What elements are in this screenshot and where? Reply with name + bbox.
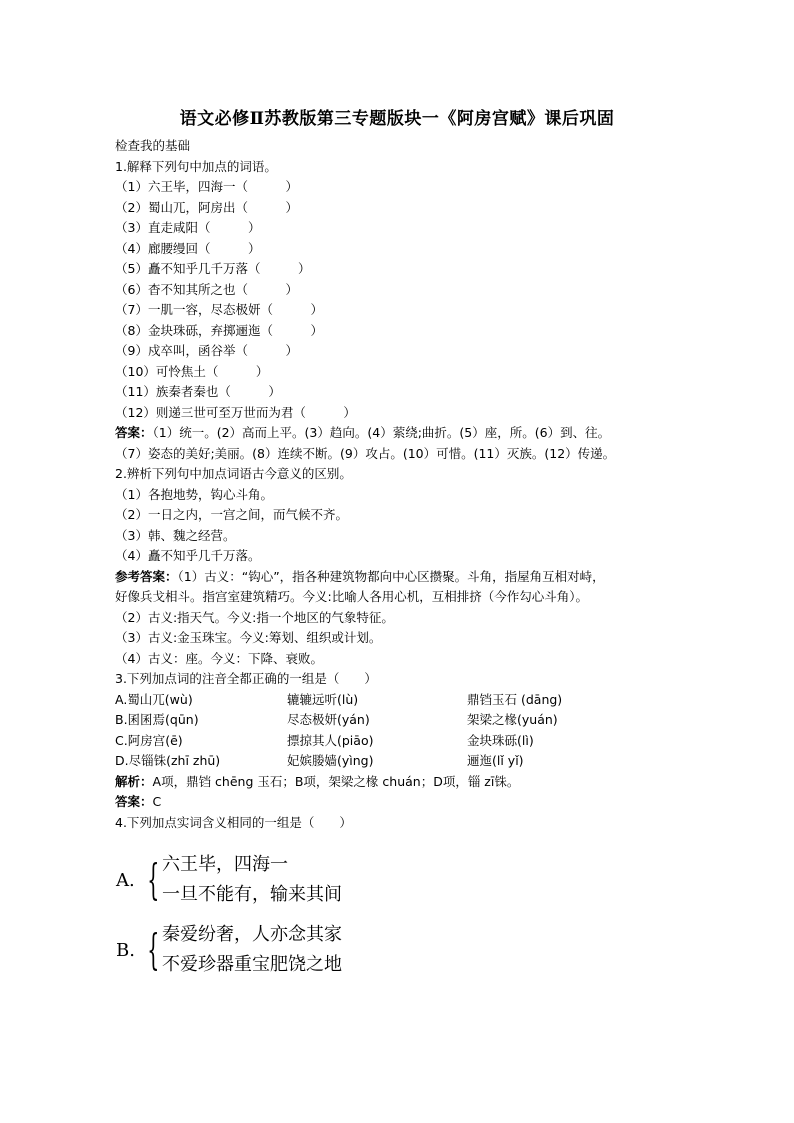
option-line: 六王毕，四海一 xyxy=(162,854,288,875)
q1-item: （10）可怜焦土（ ） xyxy=(115,363,269,379)
q3-cell: 金块珠砾(lì) xyxy=(467,732,534,748)
answer-text: （1）古义：“钩心”，指各种建筑物都向中心区攒聚。斗角，指屋角互相对峙， xyxy=(177,568,605,584)
q1-item: （1）六王毕，四海一（ ） xyxy=(115,179,298,194)
q2-answer-cont: （4）古义：座。今义：下降、衰败。 xyxy=(115,650,323,666)
q3-cell: D.尽锱铢(zhī zhū) xyxy=(115,753,221,768)
option-line: 一旦不能有，输来其间 xyxy=(162,884,342,905)
option-line: 秦爱纷奢，人亦念其家 xyxy=(162,924,342,945)
section-heading: 检查我的基础 xyxy=(115,138,191,153)
option-letter: B. xyxy=(116,939,135,961)
option-line: 不爱珍器重宝肥饶之地 xyxy=(162,954,342,975)
answer-label: 答案： xyxy=(115,425,153,440)
option-lines xyxy=(162,850,342,910)
q1-item: （4）廊腰缦回（ ） xyxy=(115,240,261,256)
q3-analysis xyxy=(115,772,685,793)
q2-answer-cont: （3）古义:金玉珠宝。今义:筹划、组织或计划。 xyxy=(115,630,382,645)
document-body xyxy=(115,136,685,833)
q2-item: （2）一日之内，一宫之间，而气候不齐。 xyxy=(115,507,348,522)
analysis-label: 解析： xyxy=(115,773,153,789)
q2-item: （3）韩、魏之经营。 xyxy=(115,527,236,543)
q2-item: （1）各抱地势，钩心斗角。 xyxy=(115,486,273,502)
answer-label: 参考答案： xyxy=(115,568,178,584)
q4-stem: 4.下列加点实词含义相同的一组是（ ） xyxy=(115,814,352,830)
q1-item: （5）矗不知乎几千万落（ ） xyxy=(115,261,311,276)
q3-option-row xyxy=(115,731,685,752)
answer-label: 答案： xyxy=(115,794,153,809)
q3-cell: 尽态极妍(yán) xyxy=(287,712,370,727)
q3-option-row xyxy=(115,710,685,731)
q1-stem: 1.解释下列句中加点的词语。 xyxy=(115,158,277,174)
page-title: 语文必修Ⅱ苏教版第三专题版块一《阿房宫赋》课后巩固 xyxy=(179,109,615,129)
answer-text: C xyxy=(152,794,162,809)
q2-stem: 2.辨析下列句中加点词语古今意义的区别。 xyxy=(115,466,352,481)
q2-item: （4）矗不知乎几千万落。 xyxy=(115,548,261,563)
answer-text: （1）统一。(2）高而上平。(3）趋向。(4）萦绕;曲折。(5）座，所。(6）到、往。 xyxy=(152,425,611,440)
brace-icon: { xyxy=(147,855,160,904)
q3-cell: 妃嫔媵嫱(yìng) xyxy=(287,753,374,768)
q3-answer xyxy=(115,792,685,813)
q1-item: （6）杳不知其所之也（ ） xyxy=(115,281,298,297)
q3-cell: 摽掠其人(piāo) xyxy=(287,732,374,748)
q3-cell: C.阿房宫(ē) xyxy=(115,732,183,748)
q1-item: （8）金块珠砾，弃掷逦迤（ ） xyxy=(115,322,323,338)
q3-cell: 逦迤(lǐ yǐ) xyxy=(467,753,524,768)
q1-item: （9）戍卒叫，函谷举（ ） xyxy=(115,343,298,358)
q2-answer-cont: 好像兵戈相斗。指宫室建筑精巧。今义:比喻人各用心机，互相排挤（今作勾心斗角）。 xyxy=(115,589,588,604)
q3-stem: 3.下列加点词的注音全都正确的一组是（ ） xyxy=(115,671,377,686)
q3-cell: A.蜀山兀(wù) xyxy=(115,691,193,707)
q2-answer xyxy=(115,567,685,588)
analysis-text: A项，鼎铛 chēng 玉石；B项，架梁之椽 chuán；D项，锱 zī铢。 xyxy=(152,773,520,789)
q2-answer-cont: （2）古义:指天气。今义:指一个地区的气象特征。 xyxy=(115,609,394,625)
q1-answer-cont: （7）姿态的美好;美丽。(8）连续不断。(9）攻占。(10）可惜。(11）灭族。(12）传递。 xyxy=(115,445,616,461)
q3-option-row xyxy=(115,690,685,711)
q1-item: （3）直走咸阳（ ） xyxy=(115,220,261,235)
q1-answer xyxy=(115,423,685,444)
q3-cell: 鼎铛玉石 (dāng) xyxy=(467,691,563,707)
q1-item: （2）蜀山兀，阿房出（ ） xyxy=(115,199,298,215)
option-lines xyxy=(162,920,342,980)
q3-cell: B.囷囷焉(qūn) xyxy=(115,712,199,727)
q1-item: （11）族秦者秦也（ ） xyxy=(115,384,281,399)
q3-option-row xyxy=(115,751,685,772)
brace-icon: { xyxy=(147,925,160,974)
q3-cell: 辘辘远听(lù) xyxy=(287,691,359,707)
q4-option-b xyxy=(116,920,416,980)
q1-item: （7）一肌一容，尽态极妍（ ） xyxy=(115,302,323,317)
q4-option-a xyxy=(116,850,416,910)
q4-options-figure xyxy=(116,850,416,990)
option-letter: A. xyxy=(116,869,135,891)
q3-cell: 架梁之椽(yuán) xyxy=(467,712,558,727)
q1-item: （12）则递三世可至万世而为君（ ） xyxy=(115,404,356,420)
